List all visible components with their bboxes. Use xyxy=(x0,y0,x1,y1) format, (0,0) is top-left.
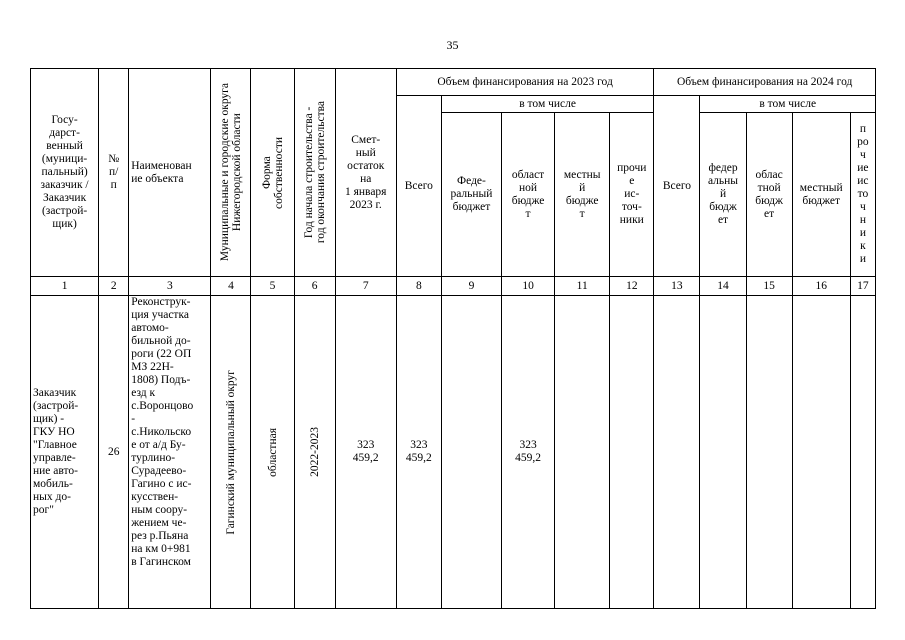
column-number: 14 xyxy=(700,277,746,296)
column-number: 5 xyxy=(251,277,294,296)
row-regional-2023: 323 459,2 xyxy=(502,296,555,609)
header-municipality-cell xyxy=(211,69,251,277)
column-number: 17 xyxy=(850,277,875,296)
row-years: 2022-2023 xyxy=(308,427,321,477)
row-local-2023 xyxy=(555,296,610,609)
column-number: 7 xyxy=(335,277,396,296)
row-balance: 323 459,2 xyxy=(335,296,396,609)
column-number: 11 xyxy=(555,277,610,296)
column-number-row xyxy=(31,277,876,296)
row-regional-2024 xyxy=(746,296,792,609)
header-ownership: Форма собственности xyxy=(260,136,285,209)
row-years-cell xyxy=(294,296,335,609)
row-ownership: областная xyxy=(266,427,279,477)
header-funding-2024: Объем финансирования на 2024 год xyxy=(654,69,876,96)
column-number: 6 xyxy=(294,277,335,296)
header-customer: Госу- дарст- венный (муници- пальный) заказчик / Заказчик (застрой- щик) xyxy=(31,69,99,277)
header-number: № п/ п xyxy=(99,69,129,277)
header-total-2024: Всего xyxy=(654,96,700,277)
header-local-2023: местны й бюдже т xyxy=(555,113,610,277)
column-number: 10 xyxy=(502,277,555,296)
header-ownership-cell xyxy=(251,69,294,277)
row-number: 26 xyxy=(99,296,129,609)
header-years-cell xyxy=(294,69,335,277)
column-number: 13 xyxy=(654,277,700,296)
row-federal-2023 xyxy=(441,296,501,609)
row-customer: Заказчик (застрой- щик) - ГКУ НО "Главное управле- ние авто- мобиль- ных до- рог" xyxy=(31,296,99,609)
header-municipality: Муниципальные и городские округа Нижегородской области xyxy=(218,83,243,262)
header-regional-2024: облас тной бюдж ет xyxy=(746,113,792,277)
header-other-2023: прочи е ис- точ- ники xyxy=(610,113,654,277)
header-federal-2023: Феде- ральный бюджет xyxy=(441,113,501,277)
column-number: 8 xyxy=(396,277,441,296)
row-municipality: Гагинский муниципальный округ xyxy=(224,369,237,535)
header-local-2024: местный бюджет xyxy=(792,113,850,277)
row-federal-2024 xyxy=(700,296,746,609)
header-federal-2024: федер альны й бюдж ет xyxy=(700,113,746,277)
row-local-2024 xyxy=(792,296,850,609)
column-number: 3 xyxy=(129,277,211,296)
row-other-2023 xyxy=(610,296,654,609)
row-total-2023: 323 459,2 xyxy=(396,296,441,609)
row-total-2024 xyxy=(654,296,700,609)
column-number: 4 xyxy=(211,277,251,296)
page-number: 35 xyxy=(446,38,459,52)
row-ownership-cell xyxy=(251,296,294,609)
header-total-2023: Всего xyxy=(396,96,441,277)
header-including-2023: в том числе xyxy=(441,96,653,113)
header-including-2024: в том числе xyxy=(700,96,876,113)
row-object-name: Реконструк- ция участка автомо- бильной до- роги (22 ОП МЗ 22Н- 1808) Подъ- езд к с.Воронцово - с.Никольско е от а/д Бу- турлино- Сурадеево- Гагино с ис- кусствен- ным соору- жением че- рез р.Пьяна на км 0+981 в Гагинском xyxy=(129,296,211,609)
header-regional-2023: област ной бюдже т xyxy=(502,113,555,277)
row-municipality-cell xyxy=(211,296,251,609)
header-other-2024: п ро ч ие ис то ч н и к и xyxy=(850,113,875,277)
column-number: 1 xyxy=(31,277,99,296)
column-number: 16 xyxy=(792,277,850,296)
funding-table xyxy=(30,68,876,609)
header-balance: Смет- ный остаток на 1 января 2023 г. xyxy=(335,69,396,277)
header-funding-2023: Объем финансирования на 2023 год xyxy=(396,69,654,96)
header-object-name: Наименован ие объекта xyxy=(129,69,211,277)
column-number: 12 xyxy=(610,277,654,296)
column-number: 9 xyxy=(441,277,501,296)
column-number: 2 xyxy=(99,277,129,296)
row-other-2024 xyxy=(850,296,875,609)
column-number: 15 xyxy=(746,277,792,296)
table-row xyxy=(31,296,876,609)
header-years: Год начала строительства - год окончания строительства xyxy=(302,101,327,244)
